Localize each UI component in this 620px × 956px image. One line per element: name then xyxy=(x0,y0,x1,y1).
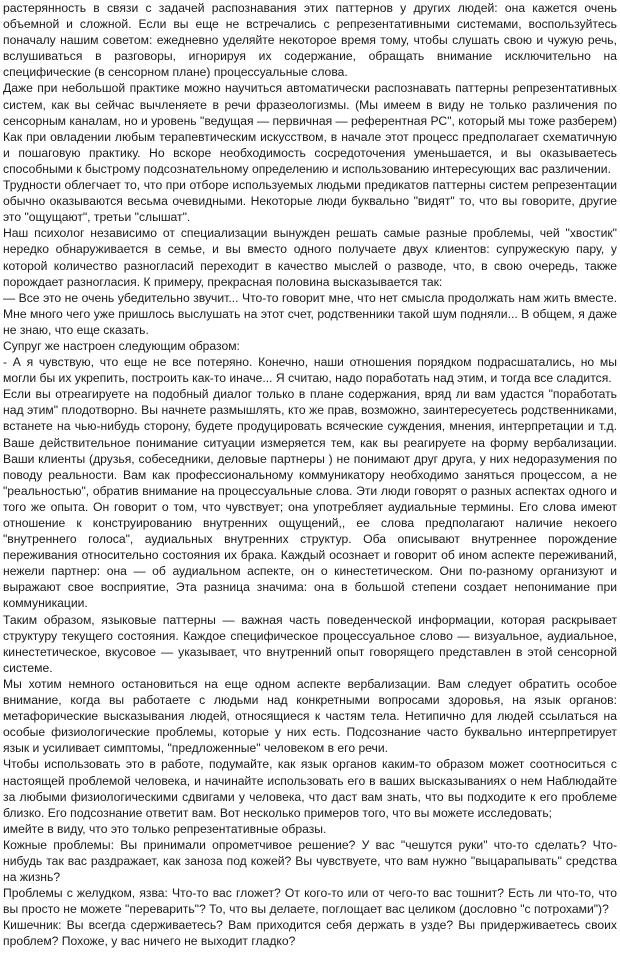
paragraph-11: Чтобы использовать это в работе, подумайте, как язык органов каким-то образом может соотноситься с настоящей проблемой человека, и начинайте использовать его в ваших высказываниях о нем Наблюдайте за любыми физиологическими сдвигами у человека, что даст вам знать, что вы подходите к его проблеме близко. Его подсознание ответит вам. Вот несколько примеров того, что вы можете исследовать; xyxy=(3,757,617,820)
paragraph-3: Трудности облегчает то, что при отборе используемых людьми предикатов паттерны систем репрезентации обычно оказываются весьма очевидными. Некоторые люди буквально "видят" то, что вы говорите, другие это "ощущают", третьи "слышат". xyxy=(3,178,617,225)
paragraph-1: растерянность в связи с задачей распознавания этих паттернов у других людей: она кажется очень объемной и сложной. Если вы еще не встречались с репрезентативными системами, воспользуйтесь поначалу нашим советом: ежедневно уделяйте некоторое время тому, чтобы слушать свою и чужую речь, вслушиваться в разговоры, игнорируя их содержание, обращать внимание исключительно на специфические (в сенсорном плане) процессуальные слова. xyxy=(3,1,617,80)
paragraph-14: Проблемы с желудком, язва: Что-то вас гложет? От кого-то или от чего-то вас тошнит? Есть ли что-то, что вы просто не можете "переварить"? То, что вы делаете, поглощает вас целиком (дословно "с потрохами")? xyxy=(3,886,617,917)
paragraph-13: Кожные проблемы: Вы принимали опрометчивое решение? У вас "чешутся руки" что-то сделать? Что-нибудь так вас раздражает, как заноза под кожей? Вы чувствуете, что вам нужно "выцарапывать" средства на жизнь? xyxy=(3,837,617,885)
paragraph-9: Таким образом, языковые паттерны — важная часть поведенческой информации, которая раскрывает структуру текущего состояния. Каждое специфическое процессуальное слово — визуальное, аудиальное, кинестетическое, вкусовое — указывает, что внутренний опыт говорящего представлен в этой сенсорной системе. xyxy=(3,612,617,675)
paragraph-5: — Все это не очень убедительно звучит... Что-то говорит мне, что нет смысла продолжать нам жить вместе. Мне много чего уже пришлось выслушать на этот счет, родственники такой шум подняли... В общем, я даже не знаю, что еще сказать. xyxy=(3,290,617,337)
document-page xyxy=(3,0,617,950)
paragraph-12: имейте в виду, что это только репрезентативные образы. xyxy=(3,821,327,836)
paragraph-8: Если вы отреагируете на подобный диалог только в плане содержания, вряд ли вам удастся "поработать над этим" плодотворно. Вы начнете размышлять, кто же прав, возможно, заинтересуетесь родственниками, встанете на чью-нибудь сторону, будете продуцировать всяческие суждения, мнения, интерпретации и т.д. Ваше действительное понимание ситуации измеряется тем, как вы реагируете на форму вербализации. Ваши клиенты (друзья, собеседники, деловые партнеры ) не понимают друг друга, у них недоразумения по поводу реальности. Вам как профессиональному коммуникатору необходимо заняться процессом, а не "реальностью", обратив внимание на процессуальные слова. Эти люди говорят о разных аспектах одного и того же опыта. Он говорит о том, что чувствует; она употребляет аудиальные термины. Его слова имеют отношение к конструированию внутренних ощущений,, ее слова предполагают наличие некоего "внутреннего голоса", аудиальных внутренних структур. Оба описывают внутреннее порождение переживания относительно состояния их брака. Каждый осознает и говорит об ином аспекте переживаний, нежели партнер: она — об аудиальном аспекте, он о кинестетическом. Они по-разному организуют и выражают свое восприятие, Эта разница значима: она в большой степени создает непонимание при коммуникации. xyxy=(3,387,617,611)
paragraph-4: Наш психолог независимо от специализации вынужден решать самые разные проблемы, чей "хвостик" нередко обнаруживается в семье, и вы вместо одного получаете двух клиентов: супружескую пару, у которой количество разногласий переходит в качество мыслей о разводе, что, в свою очередь, также порождает разногласия. К примеру, прекрасная половина высказывается так: xyxy=(3,226,617,289)
paragraph-2: Даже при небольшой практике можно научиться автоматически распознавать паттерны репрезентативных систем, как вы сейчас вычленяете в речи фразеологизмы. (Мы имеем в виду не только различения по сенсорным каналам, но и уровень "ведущая — первичная — референтная РС", который мы тоже разберем) Как при овладении любым терапевтическим искусством, в начале этот процесс предполагает схематичную и пошаговую практику. Но вскоре необходимость сосредоточения уменьшается, и вы оказываетесь способными к быстрому подсознательному определению и использованию интересующих вас различении. xyxy=(3,81,617,176)
paragraph-10: Мы хотим немного остановиться на еще одном аспекте вербализации. Вам следует обратить особое внимание, когда вы работаете с людьми над конкретными вопросами здоровья, на язык органов: метафорические высказывания людей, относящиеся к частям тела. Нетипично для людей ссылаться на особые физиологические проблемы, которые у них есть. Подсознание часто буквально интерпретирует язык и усиливает симптомы, "предложенные" человеком в его речи. xyxy=(3,676,617,756)
paragraph-7: - А я чувствую, что еще не все потеряно. Конечно, наши отношения порядком подрасшатались, но мы могли бы их укрепить, построить как-то иначе... Я считаю, надо поработать над этим, и тогда все сладится. xyxy=(3,355,617,386)
paragraph-6: Супруг же настроен следующим образом: xyxy=(3,338,240,353)
paragraph-15: Кишечник: Вы всегда сдерживаетесь? Вам приходится себя держать в узде? Вы придерживаетесь своих проблем? Похоже, у вас ничего не выходит гладко? xyxy=(3,918,617,949)
